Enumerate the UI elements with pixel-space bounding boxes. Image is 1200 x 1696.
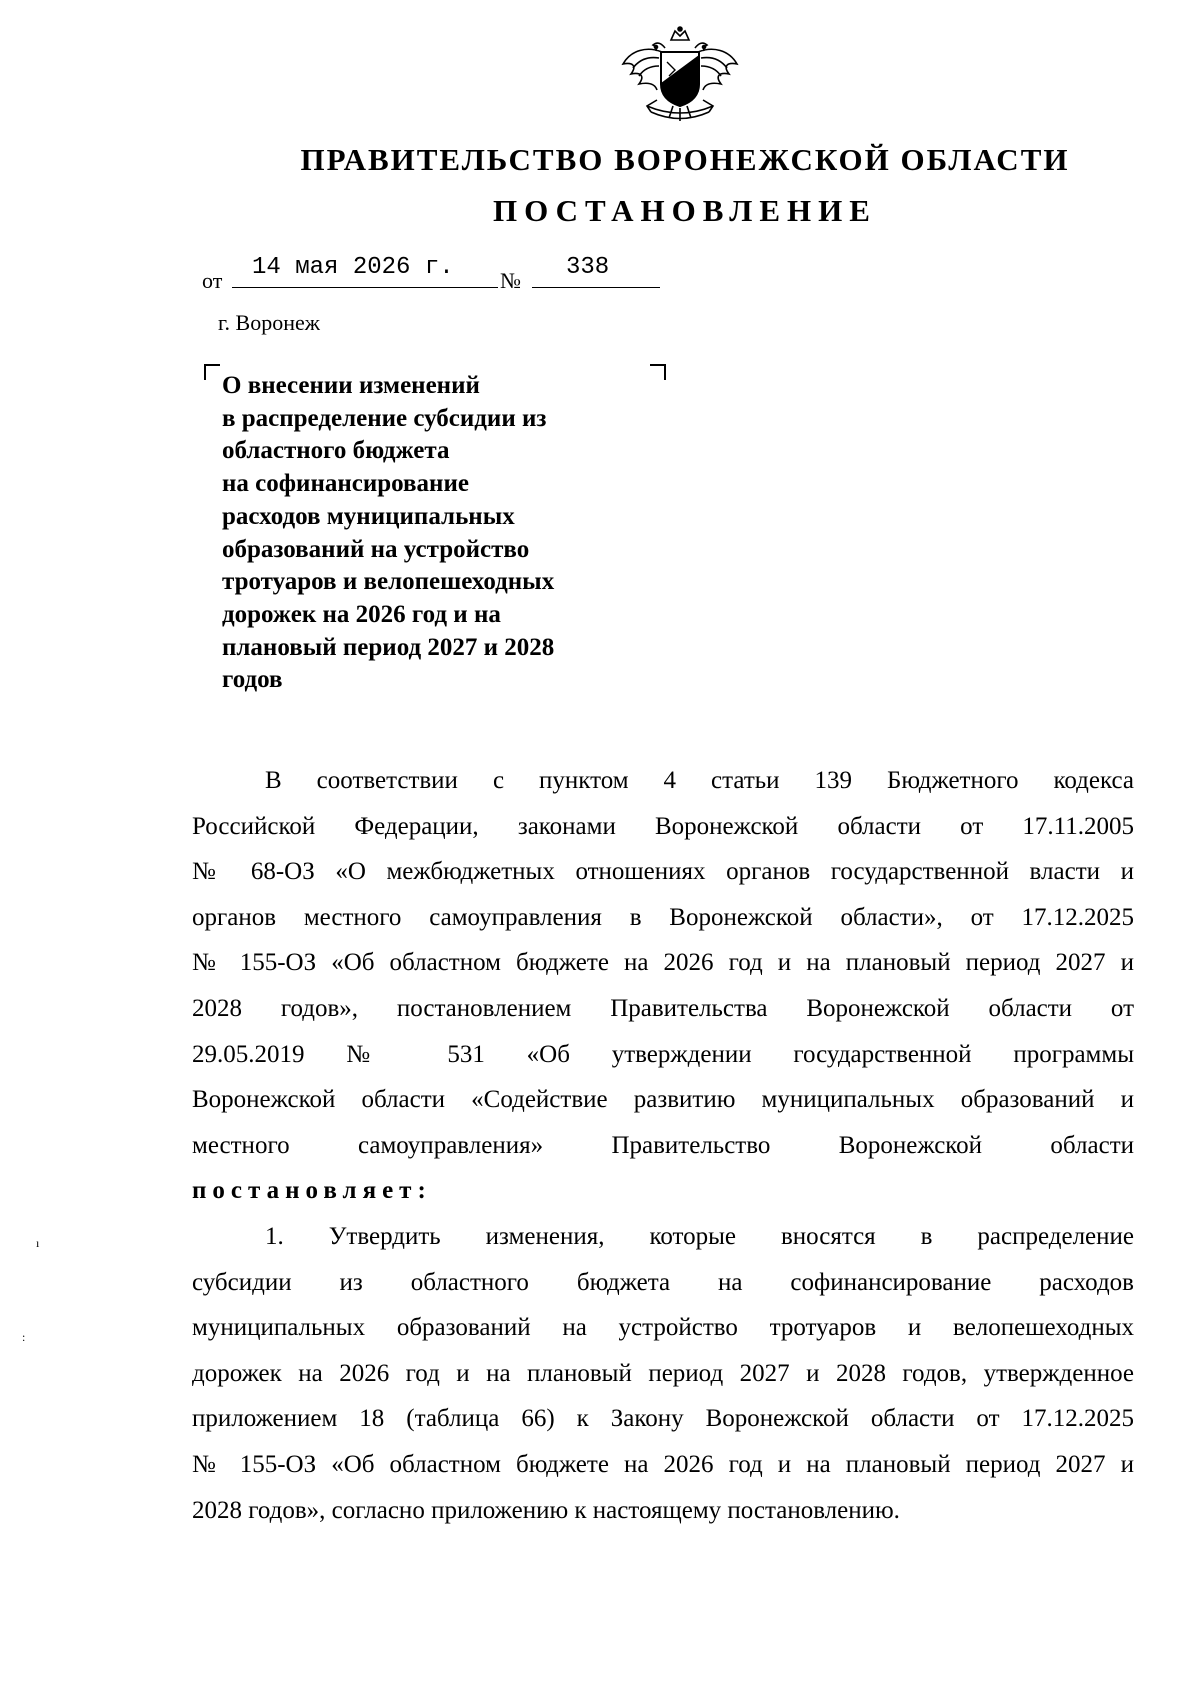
item-1-line: 1. Утвердить изменения, которые вносятся в распределение (265, 1223, 1134, 1250)
corner-bracket-right (650, 364, 666, 380)
subject-line: плановый период 2027 и 2028 (222, 633, 555, 661)
subject-line: на софинансирование (222, 470, 469, 498)
decree-word: постановляет: (192, 1177, 432, 1205)
coat-of-arms-icon (617, 26, 743, 126)
subject-line: областного бюджета (222, 437, 450, 465)
date-prefix: от (202, 268, 223, 293)
item-1-paragraph (192, 1214, 1134, 1533)
preamble-paragraph (192, 758, 1134, 1214)
subject-line: в распределение субсидии из (222, 404, 547, 432)
margin-mark: ı (36, 1236, 40, 1250)
preamble-line: органов местного самоуправления в Воронежской области», от 17.12.2025 (192, 903, 1134, 931)
item-1-line: муниципальных образований на устройство тротуаров и велопешеходных (192, 1314, 1134, 1342)
item-1-line: приложением 18 (таблица 66) к Закону Воронежской области от 17.12.2025 (192, 1405, 1134, 1433)
subject-line: расходов муниципальных (222, 502, 515, 530)
preamble-line: Воронежской области «Содействие развитию муниципальных образований и (192, 1086, 1134, 1114)
date-underline (232, 287, 498, 288)
city-name: г. Воронеж (218, 310, 320, 335)
subject-line: годов (222, 666, 283, 694)
preamble-line: местного самоуправления» Правительство Воронежской области (192, 1131, 1134, 1159)
corner-bracket-left (204, 364, 220, 380)
date-value: 14 мая 2026 г. (252, 254, 454, 281)
subject-line: тротуаров и велопешеходных (222, 568, 555, 596)
number-value: 338 (566, 254, 610, 281)
subject-line: дорожек на 2026 год и на (222, 600, 501, 628)
preamble-line: В соответствии с пунктом 4 статьи 139 Бюджетного кодекса (265, 767, 1134, 794)
document-subject (222, 370, 642, 697)
document-type-title: ПОСТАНОВЛЕНИЕ (493, 193, 877, 228)
subject-line: О внесении изменений (222, 372, 480, 399)
margin-mark: : (22, 1330, 26, 1344)
organization-title: ПРАВИТЕЛЬСТВО ВОРОНЕЖСКОЙ ОБЛАСТИ (300, 142, 1070, 177)
preamble-line: № 155-ОЗ «Об областном бюджете на 2026 год и на плановый период 2027 и (192, 949, 1134, 977)
subject-line: образований на устройство (222, 535, 530, 563)
preamble-line: 2028 годов», постановлением Правительства Воронежской области от (192, 994, 1134, 1022)
preamble-line: 29.05.2019 № 531 «Об утверждении государственной программы (192, 1040, 1134, 1068)
preamble-line: № 68-ОЗ «О межбюджетных отношениях органов государственной власти и (192, 858, 1134, 886)
item-1-line: субсидии из областного бюджета на софинансирование расходов (192, 1268, 1134, 1296)
number-prefix: № (500, 268, 521, 293)
preamble-line: Российской Федерации, законами Воронежской области от 17.11.2005 (192, 812, 1134, 840)
item-1-line: № 155-ОЗ «Об областном бюджете на 2026 год и на плановый период 2027 и (192, 1450, 1134, 1478)
item-1-line: дорожек на 2026 год и на плановый период 2027 и 2028 годов, утвержденное (192, 1359, 1134, 1387)
item-1-line: 2028 годов», согласно приложению к настоящему постановлению. (192, 1496, 900, 1524)
number-underline (532, 287, 660, 288)
